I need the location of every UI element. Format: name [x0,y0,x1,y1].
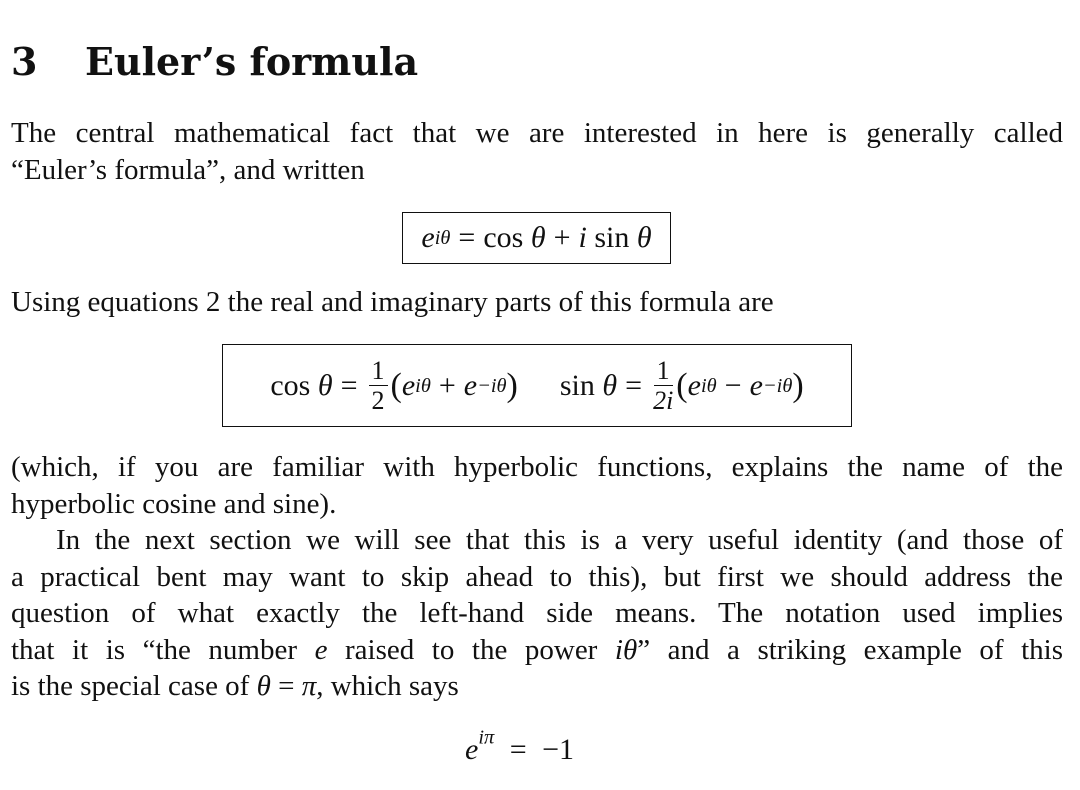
text-segment: raised to the power [327,633,615,666]
text-segment: , which says [316,670,459,702]
math-equals: = [340,368,358,402]
math-base-e: e [463,368,478,402]
math-equals: = [625,368,643,402]
math-cos: cos [483,221,524,254]
math-base-e: e [749,368,763,402]
section-heading [11,38,418,86]
text-line: (which, if you are familiar with hyperbolic functions, explains the name of the [11,451,1063,483]
math-base-e: e [401,368,416,402]
section-title: Euler’s formula [85,39,419,84]
math-pi: π [301,670,317,702]
text-line: In the next section we will see that this is a very useful identity (and those of [56,524,1063,556]
math-sin: sin [559,368,595,402]
text-line: The central mathematical fact that we are interested in here is generally called [11,117,1063,149]
math-plus: + [438,368,456,402]
fraction-numerator: 1 [369,357,388,386]
text-segment: ” and a striking example of this [637,633,1063,666]
math-theta: θ [530,221,546,254]
text-line: hyperbolic cosine and sine). [11,487,337,520]
math-theta: θ [636,221,652,254]
text-line [11,668,1063,705]
math-minus: − [724,368,742,402]
math-equals: = [270,670,302,702]
paragraph-hyperbolic [11,449,1063,705]
math-plus: + [553,221,571,254]
text-line: a practical bent may want to skip ahead to this), but first we should address the [11,560,1063,593]
fraction-denominator: 2i [653,386,674,415]
sin-equation: sin θ = $\frac{1}{2i}$ ( e iθ − e −iθ ) [559,356,804,415]
text-line [11,632,1063,669]
open-paren: ( [390,366,402,404]
math-i: i [578,221,587,254]
math-i-theta: iθ [614,633,638,666]
math-equals: = [458,221,476,254]
math-rhs: −1 [542,733,575,766]
math-theta: θ [602,368,618,402]
cos-equation: cos θ = $\frac{1}{2}$ ( e iθ + e −iθ ) [270,356,518,415]
boxed-equation-euler: e iθ = cos θ + i sin θ [402,212,671,264]
fraction-denominator: 2 [371,386,385,415]
math-base-e: e [465,733,479,766]
boxed-equation-cos-sin [222,344,852,427]
text-segment: that it is “the number [11,633,315,666]
section-number: 3 [11,39,38,84]
equation-euler-identity [465,726,575,767]
math-sin: sin [594,221,630,254]
math-theta: θ [256,670,271,702]
text-line: “Euler’s formula”, and written [11,153,365,186]
fraction-one-half [369,357,388,414]
fraction-numerator: 1 [654,357,673,386]
close-paren: ) [506,366,518,404]
paragraph-using [11,284,1063,321]
math-cos: cos [270,368,311,402]
math-theta: θ [317,368,333,402]
text-line: question of what exactly the left-hand side means. The notation used implies [11,597,1063,629]
text-line: Using equations 2 the real and imaginary parts of this formula are [11,286,774,318]
fraction-one-over-2i [653,357,673,414]
text-segment: is the special case of [11,670,257,702]
math-exponent: iπ [478,726,495,749]
math-equals: = [509,733,527,766]
math-base-e: e [687,368,701,402]
close-paren: ) [792,366,804,404]
math-e: e [314,633,328,666]
open-paren: ( [676,366,688,404]
paragraph-intro [11,115,1063,188]
math-base-e: e [421,221,435,254]
